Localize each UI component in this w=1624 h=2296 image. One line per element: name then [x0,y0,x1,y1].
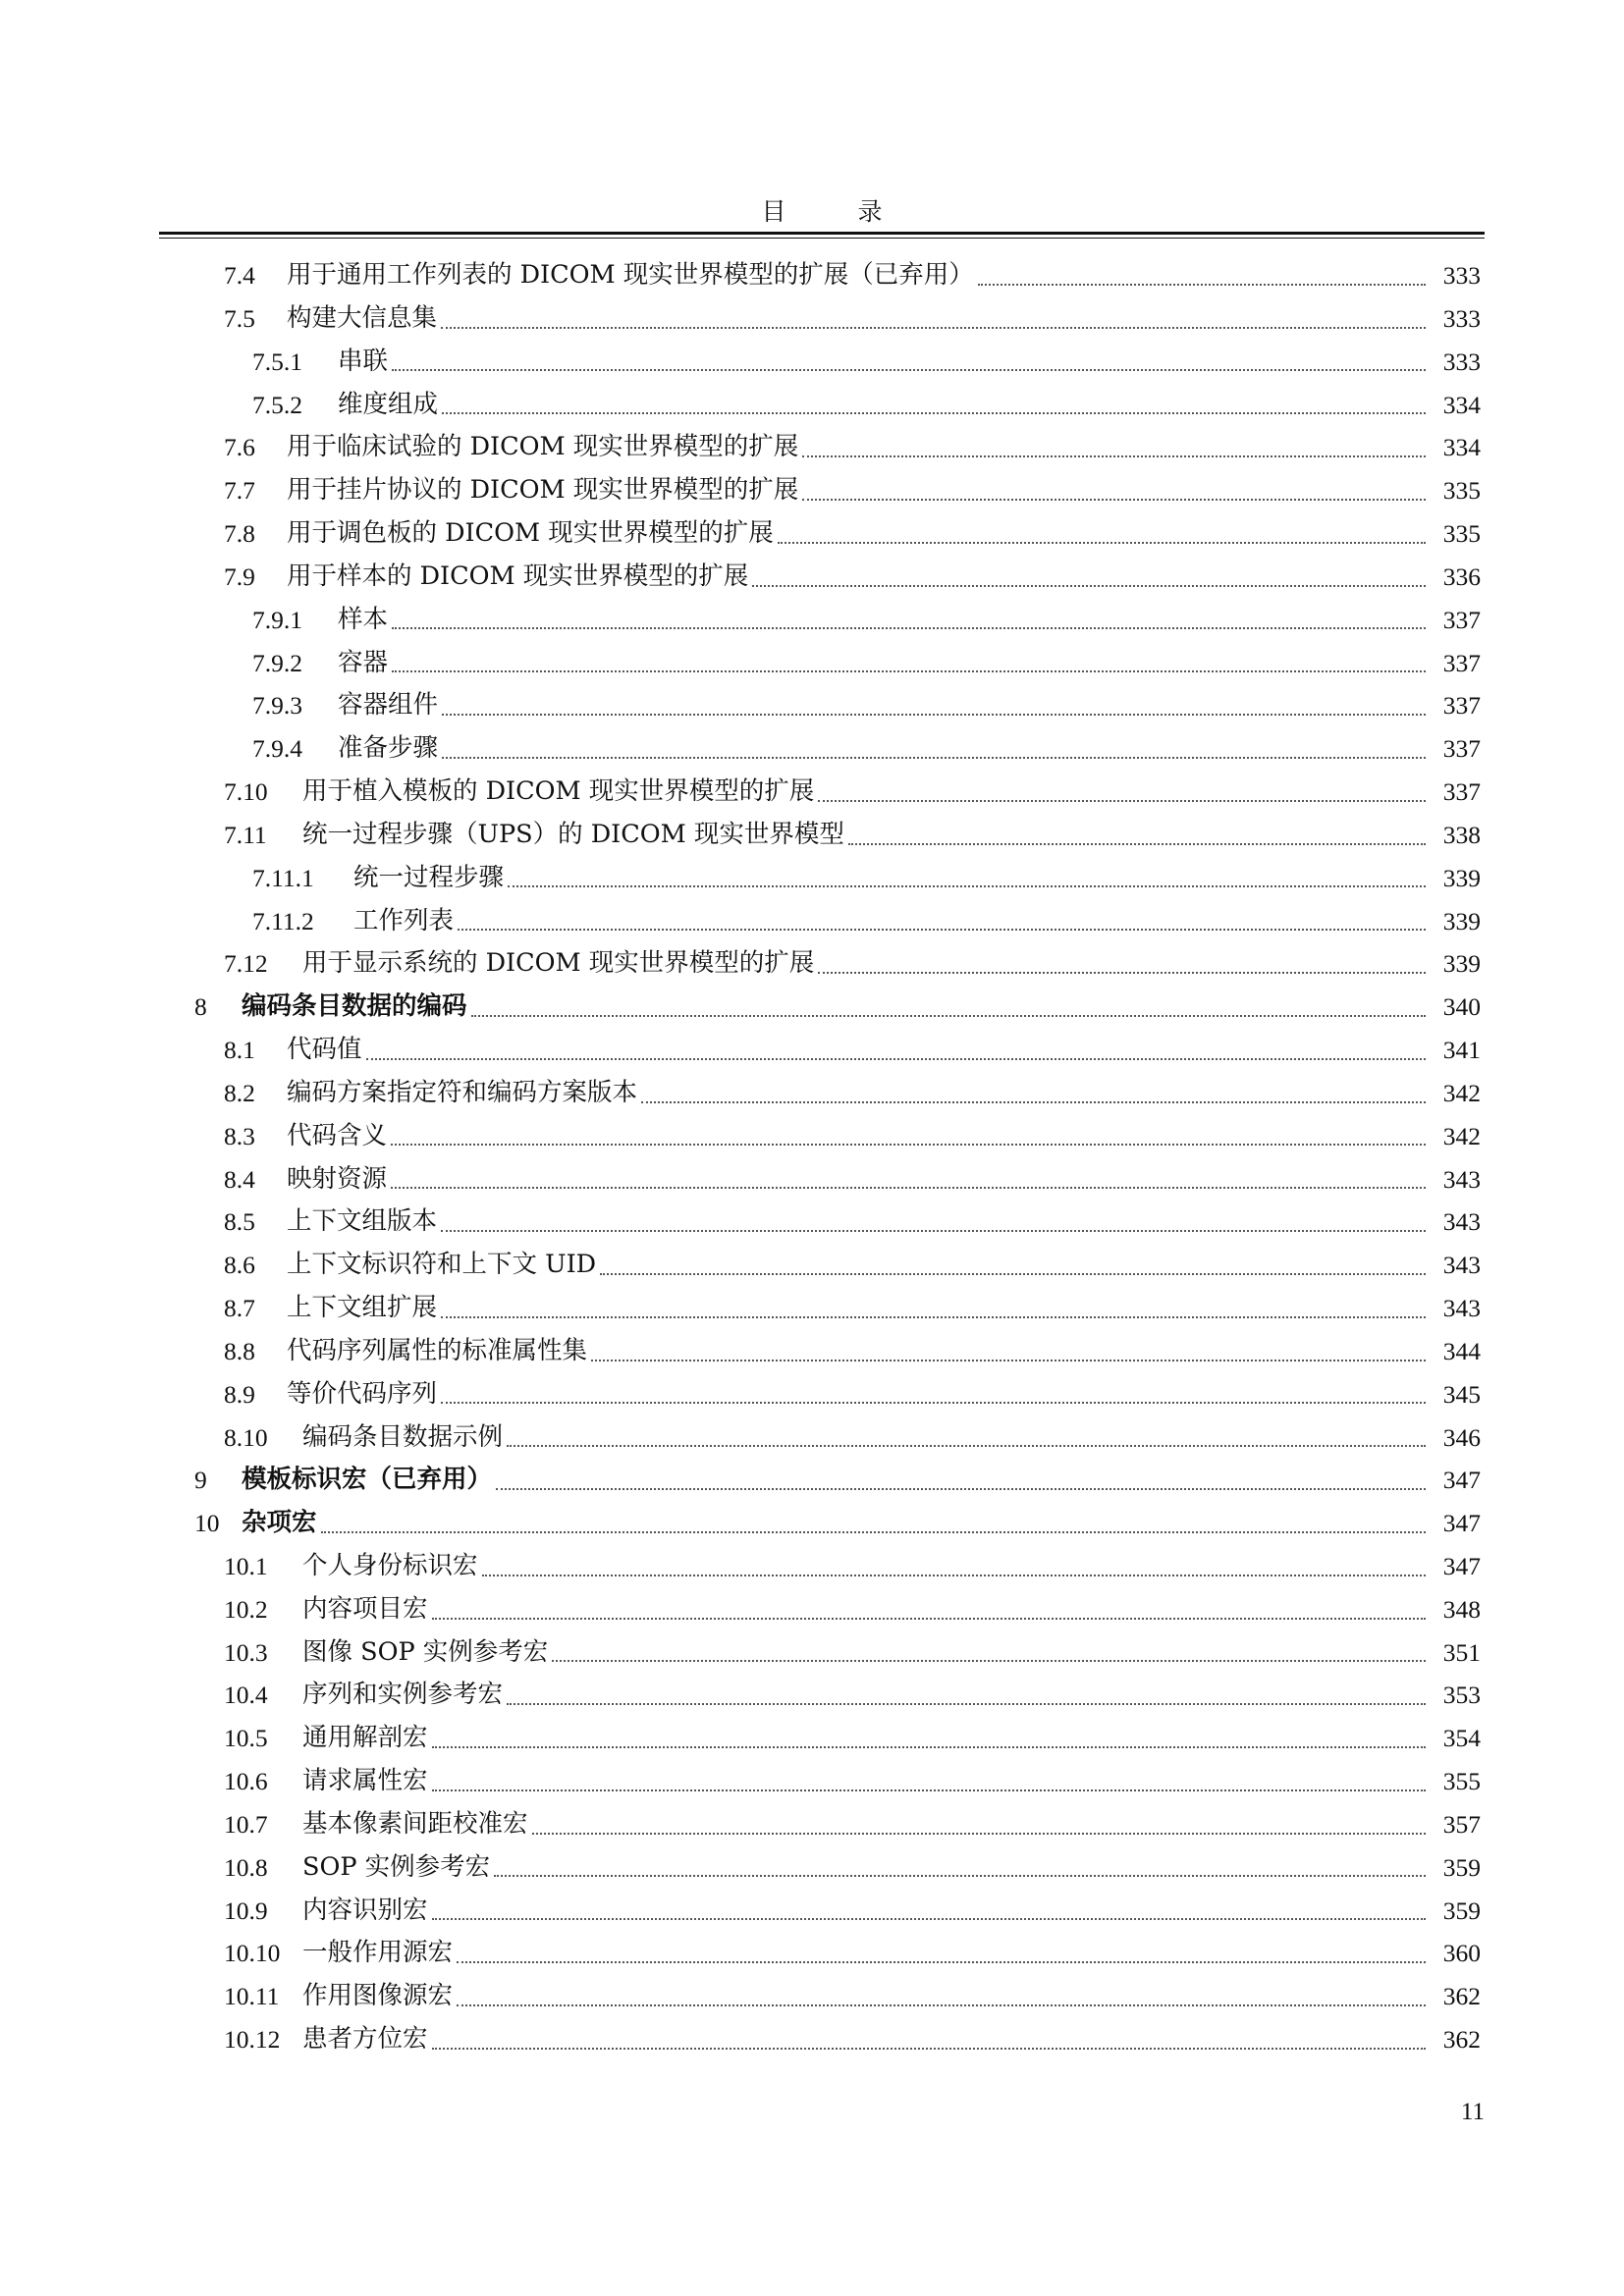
toc-entry-title: SOP 实例参考宏 [302,1851,491,1882]
toc-entry-title: 代码值 [287,1035,362,1065]
toc-leader-dots [471,1014,1426,1017]
toc-entry-title: 用于显示系统的 DICOM 现实世界模型的扩展 [302,948,815,979]
toc-entry-page: 339 [1442,863,1481,892]
toc-leader-dots [442,713,1426,716]
toc-leader-dots [432,1789,1426,1791]
toc-entry-page: 333 [1442,303,1481,333]
toc-leader-dots [818,799,1426,802]
toc-entry-title: 等价代码序列 [287,1378,438,1409]
toc-entry[interactable] [0,383,1481,426]
toc-leader-dots [432,1745,1426,1748]
toc-leader-dots [442,756,1426,759]
toc-entry-title: 串联 [338,346,389,376]
toc-entry[interactable] [0,1889,1481,1932]
toc-entry-page: 347 [1442,1509,1481,1538]
toc-entry-page: 337 [1442,777,1481,807]
toc-entry[interactable] [0,1717,1481,1760]
toc-entry-number: 7.10 [224,777,268,807]
toc-entry-page: 343 [1442,1207,1481,1237]
toc-leader-dots [802,498,1426,501]
toc-entry-page: 343 [1442,1164,1481,1194]
toc-entry-title: 个人身份标识宏 [302,1551,478,1580]
toc-entry-number: 8.5 [224,1207,255,1237]
toc-leader-dots [507,1702,1426,1705]
toc-entry[interactable] [0,771,1481,814]
toc-entry-number: 8.10 [224,1422,268,1452]
toc-entry-number: 7.11.2 [252,906,314,935]
toc-entry[interactable] [0,1244,1481,1287]
toc-leader-dots [552,1659,1426,1662]
toc-entry[interactable] [0,1502,1481,1545]
toc-entry[interactable] [0,1201,1481,1244]
toc-entry-number: 8.8 [224,1336,255,1365]
toc-entry[interactable] [0,986,1481,1029]
toc-entry-title: 容器 [338,647,389,677]
toc-entry-page: 343 [1442,1294,1481,1323]
toc-entry-title: 上下文组扩展 [287,1293,438,1323]
toc-entry-page: 334 [1442,390,1481,419]
toc-entry-number: 10 [194,1509,220,1538]
toc-entry-title: 准备步骤 [338,733,439,764]
toc-leader-dots [441,326,1426,329]
toc-entry-number: 10.3 [224,1637,268,1667]
toc-entry-number: 10.7 [224,1809,268,1839]
toc-leader-dots [458,928,1426,931]
toc-leader-dots [442,411,1426,414]
toc-entry-number: 7.8 [224,519,255,549]
toc-entry-page: 353 [1442,1681,1481,1710]
toc-entry-number: 8.9 [224,1379,255,1409]
toc-entry-title: 患者方位宏 [302,2024,428,2055]
toc-entry[interactable] [0,1415,1481,1459]
toc-entry-page: 336 [1442,561,1481,591]
toc-entry-page: 362 [1442,1982,1481,2011]
toc-entry-title: 通用解剖宏 [302,1723,428,1753]
toc-entry-page: 338 [1442,820,1481,849]
toc-entry[interactable] [0,1157,1481,1201]
toc-entry-title: 编码方案指定符和编码方案版本 [287,1077,638,1107]
toc-leader-dots [482,1574,1426,1576]
toc-entry-number: 10.12 [224,2025,281,2055]
page-number: 11 [1460,2099,1485,2125]
toc-entry-number: 7.11 [224,820,267,849]
toc-leader-dots [392,368,1426,371]
toc-entry[interactable] [0,1932,1481,1975]
toc-entry-number: 10.1 [224,1552,268,1580]
toc-leader-dots [848,842,1426,845]
toc-entry-number: 7.9.3 [252,691,302,721]
toc-entry-title: 样本 [338,604,389,634]
toc-entry-page: 355 [1442,1767,1481,1796]
toc-entry-title: 上下文组版本 [287,1206,438,1237]
toc-entry[interactable] [0,469,1481,512]
toc-entry-number: 7.5.1 [252,347,302,376]
toc-entry-page: 337 [1442,734,1481,764]
toc-leader-dots [600,1272,1426,1275]
toc-entry-number: 7.5 [224,303,255,333]
toc-leader-dots [978,283,1426,286]
toc-entry[interactable] [0,899,1481,942]
toc-entry[interactable] [0,254,1481,297]
toc-leader-dots [802,454,1426,457]
toc-leader-dots [507,1444,1426,1447]
toc-entry[interactable] [0,1115,1481,1158]
toc-entry[interactable] [0,857,1481,900]
toc-entry-page: 333 [1442,261,1481,291]
toc-entry-number: 8 [194,992,207,1022]
toc-entry-title: 序列和实例参考宏 [302,1680,504,1710]
toc-entry[interactable] [0,1072,1481,1115]
toc-entry[interactable] [0,426,1481,469]
toc-entry[interactable] [0,1803,1481,1846]
toc-entry-page: 357 [1442,1809,1481,1839]
toc-entry[interactable] [0,641,1481,684]
toc-entry[interactable] [0,1545,1481,1588]
toc-entry-page: 359 [1442,1896,1481,1925]
toc-entry-title: 用于植入模板的 DICOM 现实世界模型的扩展 [302,776,815,807]
toc-entry[interactable] [0,512,1481,556]
toc-entry-page: 360 [1442,1939,1481,1968]
toc-entry-number: 7.6 [224,433,255,462]
toc-leader-dots [457,2003,1426,2006]
toc-entry-number: 10.2 [224,1594,268,1624]
toc-entry-title: 上下文标识符和上下文 UID [287,1250,597,1280]
toc-entry-number: 7.12 [224,949,268,979]
toc-entry-title: 内容项目宏 [302,1593,428,1624]
toc-entry[interactable] [0,727,1481,771]
toc-entry[interactable] [0,1459,1481,1502]
toc-entry-number: 7.9.1 [252,605,302,634]
toc-entry-title: 维度组成 [338,389,439,419]
toc-entry[interactable] [0,341,1481,384]
toc-entry[interactable] [0,1029,1481,1072]
toc-leader-dots [496,1487,1426,1490]
toc-leader-dots [441,1401,1426,1404]
toc-entry-title: 编码条目数据的编码 [242,991,467,1022]
toc-entry-page: 342 [1442,1121,1481,1150]
toc-entry[interactable] [0,2018,1481,2061]
toc-entry-page: 342 [1442,1078,1481,1107]
toc-leader-dots [752,584,1426,587]
toc-entry-page: 351 [1442,1637,1481,1667]
toc-entry-page: 340 [1442,992,1481,1022]
toc-entry-title: 用于调色板的 DICOM 现实世界模型的扩展 [287,518,774,549]
toc-entry-page: 335 [1442,476,1481,506]
toc-leader-dots [494,1874,1426,1877]
toc-entry[interactable] [0,942,1481,986]
toc-entry[interactable] [0,1287,1481,1330]
toc-entry-number: 8.3 [224,1121,255,1150]
toc-entry-title: 工作列表 [353,905,455,935]
toc-entry-page: 337 [1442,691,1481,721]
toc-entry-title: 用于样本的 DICOM 现实世界模型的扩展 [287,561,749,591]
toc-entry-page: 346 [1442,1422,1481,1452]
toc-entry-number: 10.8 [224,1852,268,1882]
toc-leader-dots [366,1057,1426,1060]
toc-entry-title: 构建大信息集 [287,302,438,333]
toc-entry-page: 347 [1442,1466,1481,1495]
toc-entry-number: 10.6 [224,1767,268,1796]
toc-entry-number: 10.11 [224,1982,280,2011]
toc-entry-title: 用于挂片协议的 DICOM 现实世界模型的扩展 [287,475,799,506]
toc-entry[interactable] [0,297,1481,341]
toc-leader-dots [432,1617,1426,1620]
toc-entry-number: 7.9.2 [252,648,302,677]
toc-leader-dots [321,1530,1426,1533]
toc-entry-page: 343 [1442,1251,1481,1280]
toc-entry-number: 10.4 [224,1681,268,1710]
toc-entry-page: 337 [1442,605,1481,634]
toc-entry-title: 请求属性宏 [302,1766,428,1796]
toc-entry-page: 337 [1442,648,1481,677]
toc-entry-number: 8.4 [224,1164,255,1194]
toc-entry-title: 作用图像源宏 [302,1981,454,2011]
toc-entry-number: 8.6 [224,1251,255,1280]
page-header-title: 目 录 [761,197,906,226]
toc-entry-number: 10.5 [224,1724,268,1753]
toc-entry-number: 7.11.1 [252,863,314,892]
toc-entry-number: 7.4 [224,261,255,291]
toc-entry-title: 用于临床试验的 DICOM 现实世界模型的扩展 [287,432,799,462]
toc-entry-title: 杂项宏 [242,1508,317,1538]
toc-entry-title: 用于通用工作列表的 DICOM 现实世界模型的扩展（已弃用） [287,260,974,291]
toc-entry-page: 339 [1442,949,1481,979]
toc-entry-title: 统一过程步骤（UPS）的 DICOM 现实世界模型 [302,819,844,849]
toc-entry-title: 模板标识宏（已弃用） [242,1465,493,1495]
toc-entry-number: 8.7 [224,1294,255,1323]
toc-entry[interactable] [0,1674,1481,1717]
toc-entry-page: 344 [1442,1336,1481,1365]
toc-entry[interactable] [0,599,1481,642]
toc-entry-number: 7.7 [224,476,255,506]
toc-entry-title: 图像 SOP 实例参考宏 [302,1636,549,1667]
toc-entry-title: 代码含义 [287,1120,388,1150]
toc-entry-title: 一般作用源宏 [302,1938,454,1968]
toc-entry-page: 335 [1442,519,1481,549]
toc-entry[interactable] [0,1588,1481,1631]
header-rule-thick [159,232,1485,235]
toc-leader-dots [391,1143,1426,1146]
toc-leader-dots [532,1832,1426,1835]
toc-leader-dots [441,1229,1426,1232]
toc-entry[interactable] [0,1330,1481,1373]
toc-entry[interactable] [0,1846,1481,1890]
toc-entry-title: 容器组件 [338,690,439,721]
toc-entry-title: 内容识别宏 [302,1895,428,1925]
toc-entry-page: 334 [1442,433,1481,462]
toc-leader-dots [432,2047,1426,2050]
toc-leader-dots [508,884,1426,887]
toc-entry-number: 10.9 [224,1896,268,1925]
toc-entry-page: 347 [1442,1552,1481,1580]
toc-entry[interactable] [0,1373,1481,1416]
toc-entry[interactable] [0,684,1481,727]
toc-entry-page: 362 [1442,2025,1481,2055]
toc-entry-title: 映射资源 [287,1163,388,1194]
toc-entry-page: 341 [1442,1036,1481,1065]
toc-entry-number: 8.1 [224,1036,255,1065]
toc-entry-number: 10.10 [224,1939,281,1968]
toc-entry-title: 基本像素间距校准宏 [302,1808,528,1839]
toc-leader-dots [457,1960,1426,1963]
toc-entry[interactable] [0,814,1481,857]
toc-entry-page: 345 [1442,1379,1481,1409]
toc-entry-number: 7.9 [224,561,255,591]
toc-leader-dots [778,541,1426,544]
toc-entry-title: 编码条目数据示例 [302,1421,504,1452]
toc-leader-dots [441,1315,1426,1318]
toc-leader-dots [432,1917,1426,1920]
toc-entry-page: 359 [1442,1852,1481,1882]
toc-entry-number: 7.9.4 [252,734,302,764]
toc-entry-title: 统一过程步骤 [353,862,505,892]
toc-entry[interactable] [0,1975,1481,2018]
toc-entry-number: 7.5.2 [252,390,302,419]
toc-entry-page: 354 [1442,1724,1481,1753]
toc-entry[interactable] [0,556,1481,599]
toc-leader-dots [392,626,1426,629]
toc-entry-page: 333 [1442,347,1481,376]
header-rule-thin [159,238,1485,239]
toc-entry-title: 代码序列属性的标准属性集 [287,1335,588,1365]
toc-entry[interactable] [0,1631,1481,1675]
toc-leader-dots [591,1359,1426,1362]
toc-entry[interactable] [0,1760,1481,1803]
toc-leader-dots [392,669,1426,672]
toc-leader-dots [818,971,1426,974]
toc-leader-dots [641,1100,1426,1103]
toc-entry-page: 348 [1442,1594,1481,1624]
toc-entry-number: 9 [194,1466,207,1495]
table-of-contents [0,254,1624,2061]
toc-entry-number: 8.2 [224,1078,255,1107]
toc-entry-page: 339 [1442,906,1481,935]
toc-leader-dots [391,1186,1426,1189]
